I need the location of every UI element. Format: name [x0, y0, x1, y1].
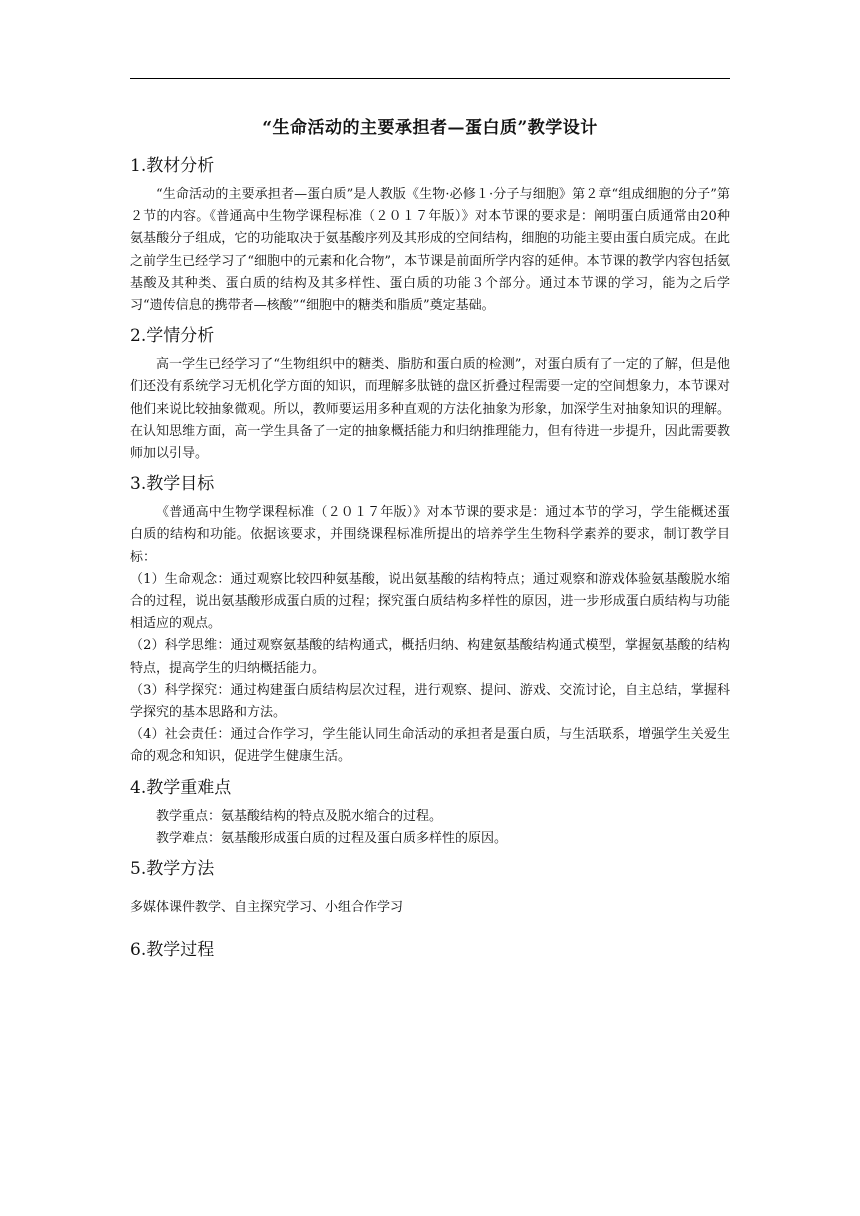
- key-point-line: 教学重点：氨基酸结构的特点及脱水缩合的过程。: [156, 808, 443, 824]
- section-heading-teaching-process: 6.教学过程: [130, 940, 215, 961]
- section-heading-textbook-analysis: 1.教材分析: [130, 156, 215, 176]
- document-title: “生命活动的主要承担者—蛋白质”教学设计: [262, 118, 598, 138]
- objective-item-life-concept: （1）生命观念：通过观察比较四种氨基酸，说出氨基酸的结构特点；通过观察和游戏体验氨基酸脱水缩合的过程，说出氨基酸形成蛋白质的过程；探究蛋白质结构多样性的原因，进一步形成蛋白质结构与功能相适应的观点。: [130, 571, 730, 632]
- objective-item-scientific-thinking: （2）科学思维：通过观察氨基酸的结构通式，概括归纳、构建氨基酸结构通式模型，掌握氨基酸的结构特点，提高学生的归纳概括能力。: [130, 638, 730, 676]
- spacer: [130, 919, 730, 931]
- textbook-analysis-paragraph: “生命活动的主要承担者—蛋白质”是人教版《生物·必修１·分子与细胞》第２章“组成细胞的分子”第２节的内容。《普通高中生物学课程标准（２０１７年版）》对本节课的要求是：阐明蛋白质通常由20种氨基酸分子组成，它的功能取决于氨基酸序列及其形成的空间结构，细胞的功能主要由蛋白质完成。在此之前学生已经学习了“细胞中的元素和化合物”，本节课是前面所学内容的延伸。本节课的教学内容包括氨基酸及其种类、蛋白质的结构及其多样性、蛋白质的功能３个部分。通过本节课的学习，能为之后学习“遗传信息的携带者—核酸”“细胞中的糖类和脂质”奠定基础。: [130, 187, 730, 314]
- teaching-methods-line: 多媒体课件教学、自主探究学习、小组合作学习: [130, 900, 404, 916]
- objective-item-scientific-inquiry: （3）科学探究：通过构建蛋白质结构层次过程，进行观察、提问、游戏、交流讨论，自主总结，掌握科学探究的基本思路和方法。: [130, 682, 730, 721]
- section-heading-teaching-objectives: 3.教学目标: [130, 474, 215, 495]
- objectives-intro-paragraph: 《普通高中生物学课程标准（２０１７年版）》对本节课的要求是：通过本节的学习，学生能概述蛋白质的结构和功能。依据该要求，并围绕课程标准所提出的培养学生生物科学素养的要求，制订教学目标：: [130, 505, 730, 565]
- section-heading-teaching-methods: 5.教学方法: [130, 859, 215, 880]
- objective-item-social-responsibility: （4）社会责任：通过合作学习，学生能认同生命活动的承担者是蛋白质，与生活联系，增强学生关爱生命的观念和知识，促进学生健康生活。: [130, 727, 730, 765]
- document-body: [130, 116, 730, 968]
- difficult-point-line: 教学难点：氨基酸形成蛋白质的过程及蛋白质多样性的原因。: [156, 830, 508, 846]
- spacer: [130, 887, 730, 897]
- header-rule: [130, 78, 730, 79]
- student-analysis-paragraph: 高一学生已经学习了“生物组织中的糖类、脂肪和蛋白质的检测”，对蛋白质有了一定的了解，但是他们还没有系统学习无机化学方面的知识，而理解多肽链的盘区折叠过程需要一定的空间想象力，本节课对他们来说比较抽象微观。所以，教师要运用多种直观的方法化抽象为形象，加深学生对抽象知识的理解。在认知思维方面，高一学生具备了一定的抽象概括能力和归纳推理能力，但有待进一步提升，因此需要教师加以引导。: [130, 357, 730, 462]
- section-heading-key-difficult-points: 4.教学重难点: [130, 777, 232, 798]
- section-heading-student-analysis: 2.学情分析: [130, 326, 215, 347]
